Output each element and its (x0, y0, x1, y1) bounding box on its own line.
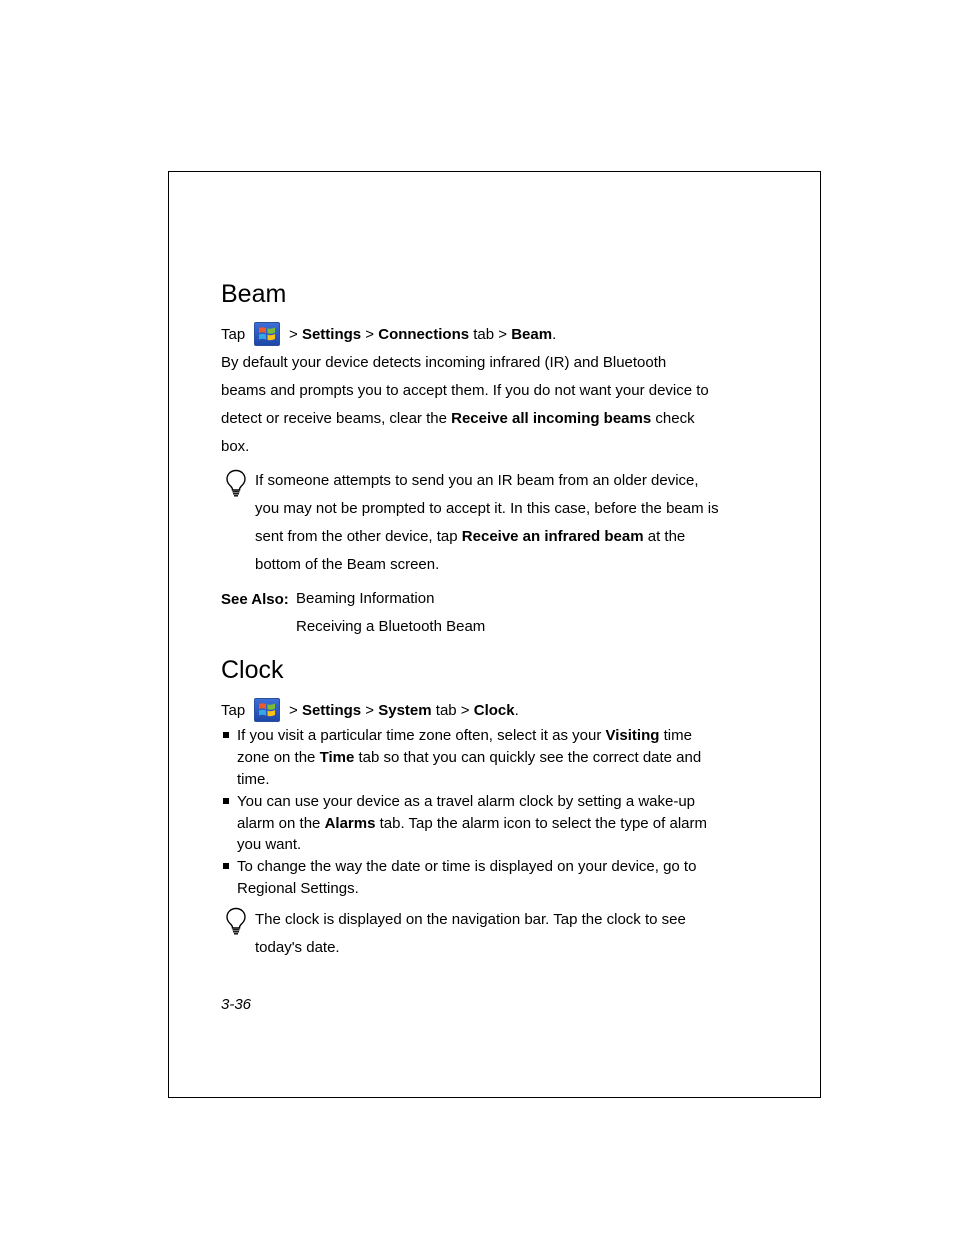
square-bullet-icon (223, 863, 229, 869)
text-segment: check (655, 410, 695, 427)
page-frame (168, 171, 821, 1098)
beam-tip-line-3 (255, 528, 685, 546)
settings-label: Settings (301, 326, 362, 343)
text-segment: at the (647, 528, 686, 545)
tab-word: tab > (435, 702, 470, 719)
see-also-label (221, 591, 289, 609)
clock-heading: Clock (221, 656, 284, 684)
beam-label: Beam (511, 326, 553, 343)
lightbulb-icon (224, 469, 248, 497)
text-segment: sent from the other device, tap (255, 528, 458, 545)
see-also-text: See Also: (221, 591, 289, 608)
clock-label: Clock (473, 702, 515, 719)
alarms-label: Alarms (324, 815, 376, 832)
beam-paragraph-line-4: box. (221, 438, 250, 455)
page-number: 3-36 (221, 996, 252, 1013)
clock-bullet-1-line-3: time. (237, 771, 270, 788)
beam-tip-line-2: you may not be prompted to accept it. In this case, before the beam is (255, 500, 719, 517)
text-segment: time (663, 727, 692, 744)
period: . (552, 326, 557, 343)
path-separator: > (289, 326, 298, 343)
clock-tip-line-1: The clock is displayed on the navigation bar. Tap the clock to see (255, 911, 686, 928)
clock-bullet-3-line-2: Regional Settings. (237, 880, 359, 897)
clock-bullet-2-line-3: you want. (237, 836, 302, 853)
beam-heading: Beam (221, 280, 287, 308)
beam-tip-line-1: If someone attempts to send you an IR beam from an older device, (255, 472, 699, 489)
clock-bullet-2-line-1: You can use your device as a travel alarm clock by setting a wake-up (237, 793, 696, 810)
tab-word: tab > (473, 326, 508, 343)
beam-tip-line-4: bottom of the Beam screen. (255, 556, 440, 573)
beam-tap-instruction (221, 326, 245, 344)
beam-tap-path (289, 326, 556, 344)
square-bullet-icon (223, 732, 229, 738)
square-bullet-icon (223, 798, 229, 804)
path-separator: > (365, 702, 375, 719)
clock-bullet-1-line-2 (237, 749, 701, 767)
period: . (514, 702, 519, 719)
text-segment: zone on the (237, 749, 316, 766)
clock-tap-instruction (221, 702, 245, 720)
system-label: System (378, 702, 432, 719)
windows-flag-icon[interactable] (254, 698, 280, 722)
beam-paragraph-line-1: By default your device detects incoming infrared (IR) and Bluetooth (221, 354, 667, 371)
tap-word: Tap (221, 326, 246, 343)
clock-bullet-2-line-2 (237, 815, 707, 833)
windows-flag-icon[interactable] (254, 322, 280, 346)
text-segment: tab so that you can quickly see the correct date and (358, 749, 702, 766)
beam-paragraph-line-2: beams and prompts you to accept them. If you do not want your device to (221, 382, 709, 399)
clock-tap-path (289, 702, 519, 720)
receive-all-incoming-beams-label: Receive all incoming beams (451, 410, 652, 427)
text-segment: detect or receive beams, clear the (221, 410, 447, 427)
receive-an-infrared-beam-label: Receive an infrared beam (461, 528, 644, 545)
lightbulb-icon (224, 907, 248, 935)
visiting-label: Visiting (605, 727, 660, 744)
see-also-link-receiving-bluetooth-beam[interactable]: Receiving a Bluetooth Beam (296, 618, 486, 635)
path-separator: > (365, 326, 375, 343)
beam-paragraph-line-3 (221, 410, 695, 428)
clock-bullet-1-line-1 (237, 727, 692, 745)
clock-bullet-3-line-1: To change the way the date or time is displayed on your device, go to (237, 858, 697, 875)
tap-word: Tap (221, 702, 246, 719)
connections-label: Connections (378, 326, 470, 343)
text-segment: tab. Tap the alarm icon to select the type of alarm (379, 815, 707, 832)
text-segment: If you visit a particular time zone often, select it as your (237, 727, 602, 744)
see-also-link-beaming-information[interactable]: Beaming Information (296, 590, 435, 607)
clock-tip-line-2: today's date. (255, 939, 340, 956)
text-segment: alarm on the (237, 815, 321, 832)
settings-label: Settings (301, 702, 362, 719)
time-label: Time (319, 749, 355, 766)
path-separator: > (289, 702, 298, 719)
